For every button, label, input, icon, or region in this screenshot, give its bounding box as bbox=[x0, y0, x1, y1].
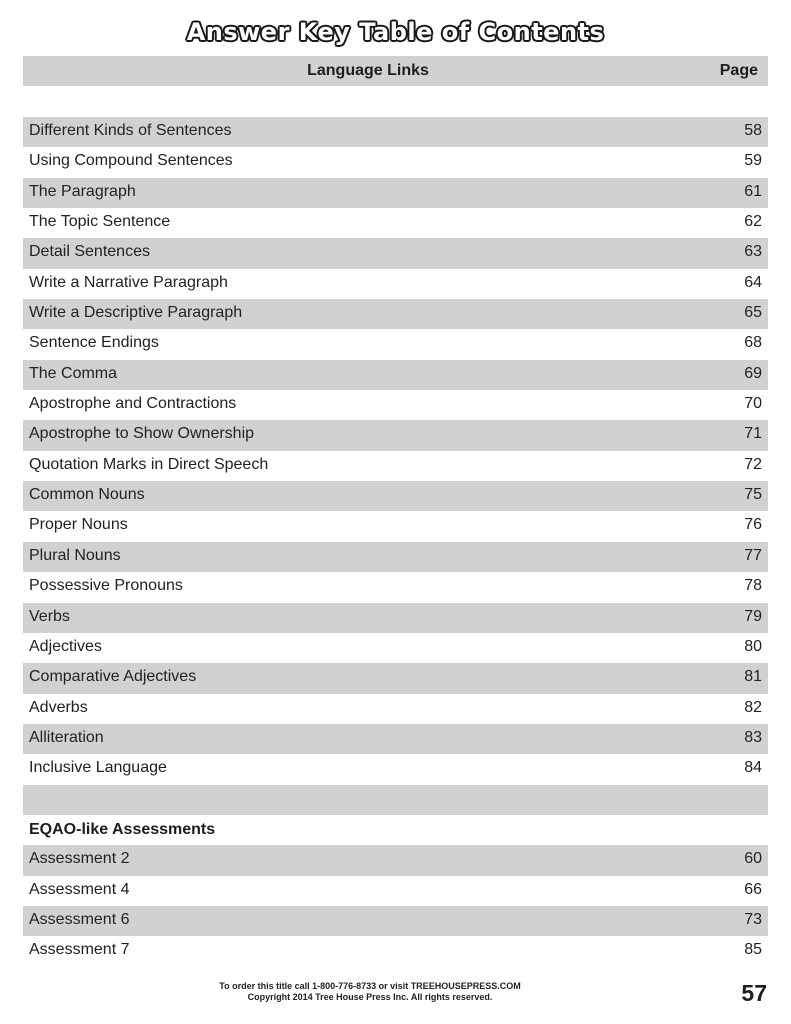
toc-row bbox=[23, 754, 768, 784]
toc-row-page: 65 bbox=[744, 304, 762, 322]
toc-row-page: 78 bbox=[744, 577, 762, 595]
toc-row-page: 77 bbox=[744, 546, 762, 564]
toc-row-page: 71 bbox=[744, 425, 762, 443]
toc-row bbox=[23, 420, 768, 450]
toc-row bbox=[23, 360, 768, 390]
toc-row-page: 66 bbox=[744, 880, 762, 898]
toc-row-label: Plural Nouns bbox=[29, 546, 121, 564]
toc-row-page: 61 bbox=[744, 182, 762, 200]
page-number: 57 bbox=[741, 980, 767, 1006]
toc-row bbox=[23, 603, 768, 633]
toc-row-page: 82 bbox=[744, 698, 762, 716]
toc-row-page: 69 bbox=[744, 364, 762, 382]
toc-row-label: Adjectives bbox=[29, 637, 102, 655]
toc-row-page: 79 bbox=[744, 607, 762, 625]
toc-row-label: Apostrophe to Show Ownership bbox=[29, 425, 255, 443]
toc-row-page: 75 bbox=[744, 486, 762, 504]
table-header bbox=[23, 56, 768, 86]
toc-row bbox=[23, 117, 768, 147]
page-column-header: Page bbox=[719, 62, 758, 79]
toc-row-label: Write a Narrative Paragraph bbox=[29, 273, 228, 291]
toc-row-label: Using Compound Sentences bbox=[29, 152, 233, 170]
footer-copyright: Copyright 2014 Tree House Press Inc. All rights reserved. bbox=[247, 992, 493, 1002]
toc-row-page: 58 bbox=[744, 122, 762, 139]
toc-row-label: Assessment 2 bbox=[29, 850, 130, 868]
toc-row bbox=[23, 633, 768, 663]
toc-row-page: 83 bbox=[744, 728, 762, 746]
toc-row-label: The Topic Sentence bbox=[29, 213, 171, 231]
section-divider bbox=[23, 785, 768, 815]
toc-row-page: 68 bbox=[744, 334, 762, 352]
toc-row bbox=[23, 845, 768, 875]
toc-row-label: Verbs bbox=[29, 607, 70, 625]
toc-row-label: Assessment 7 bbox=[29, 941, 130, 959]
toc-row bbox=[23, 694, 768, 724]
toc-row bbox=[23, 390, 768, 420]
assessments-heading bbox=[23, 815, 768, 845]
toc-row-page: 62 bbox=[744, 213, 762, 231]
toc-row-page: 59 bbox=[744, 152, 762, 170]
toc-row bbox=[23, 572, 768, 602]
toc-row bbox=[23, 269, 768, 299]
toc-row bbox=[23, 451, 768, 481]
footer bbox=[170, 981, 570, 1003]
toc-row-label: The Paragraph bbox=[29, 182, 136, 200]
toc-row-label: Assessment 4 bbox=[29, 880, 130, 898]
assessments-heading-label: EQAO-like Assessments bbox=[29, 820, 216, 838]
toc-row-page: 85 bbox=[744, 941, 762, 959]
toc-row bbox=[23, 208, 768, 238]
toc-row-label: Inclusive Language bbox=[29, 759, 167, 777]
toc-row-label: Detail Sentences bbox=[29, 243, 150, 261]
toc-row bbox=[23, 481, 768, 511]
toc-row-label: Alliteration bbox=[29, 728, 104, 746]
toc-row-label: Sentence Endings bbox=[29, 334, 159, 352]
toc-row bbox=[23, 936, 768, 966]
toc-row-label: The Comma bbox=[29, 364, 118, 382]
page-title: Answer Key Table of Contents bbox=[186, 18, 605, 46]
toc-row bbox=[23, 147, 768, 177]
toc-row-page: 76 bbox=[744, 516, 762, 534]
toc-row bbox=[23, 299, 768, 329]
toc-row-label: Comparative Adjectives bbox=[29, 668, 197, 686]
toc-row bbox=[23, 663, 768, 693]
toc-row-label: Adverbs bbox=[29, 698, 88, 716]
toc-row bbox=[23, 724, 768, 754]
toc-row-page: 63 bbox=[744, 243, 762, 261]
contents-list bbox=[23, 117, 768, 967]
toc-row-label: Apostrophe and Contractions bbox=[29, 395, 237, 413]
toc-row-label: Quotation Marks in Direct Speech bbox=[29, 455, 269, 473]
toc-row-page: 80 bbox=[744, 637, 762, 655]
toc-row-page: 70 bbox=[744, 395, 762, 413]
toc-row-page: 60 bbox=[744, 850, 762, 868]
toc-row-page: 73 bbox=[744, 910, 762, 928]
toc-row bbox=[23, 238, 768, 268]
toc-row-page: 72 bbox=[744, 455, 762, 473]
toc-row bbox=[23, 906, 768, 936]
toc-row-label: Write a Descriptive Paragraph bbox=[29, 304, 243, 322]
toc-row-page: 84 bbox=[744, 759, 762, 777]
section-header-label: Language Links bbox=[307, 62, 429, 79]
toc-row-label: Possessive Pronouns bbox=[29, 577, 183, 595]
toc-row bbox=[23, 329, 768, 359]
toc-row bbox=[23, 511, 768, 541]
toc-row-label: Different Kinds of Sentences bbox=[29, 122, 232, 139]
toc-row-label: Proper Nouns bbox=[29, 516, 128, 534]
toc-row bbox=[23, 542, 768, 572]
toc-row-label: Common Nouns bbox=[29, 486, 145, 504]
toc-row-page: 81 bbox=[744, 668, 762, 686]
toc-row bbox=[23, 178, 768, 208]
footer-order-line: To order this title call 1-800-776-8733 or visit TREEHOUSEPRESS.COM bbox=[219, 981, 521, 991]
toc-row-label: Assessment 6 bbox=[29, 910, 130, 928]
toc-row bbox=[23, 876, 768, 906]
toc-row-page: 64 bbox=[744, 273, 762, 291]
